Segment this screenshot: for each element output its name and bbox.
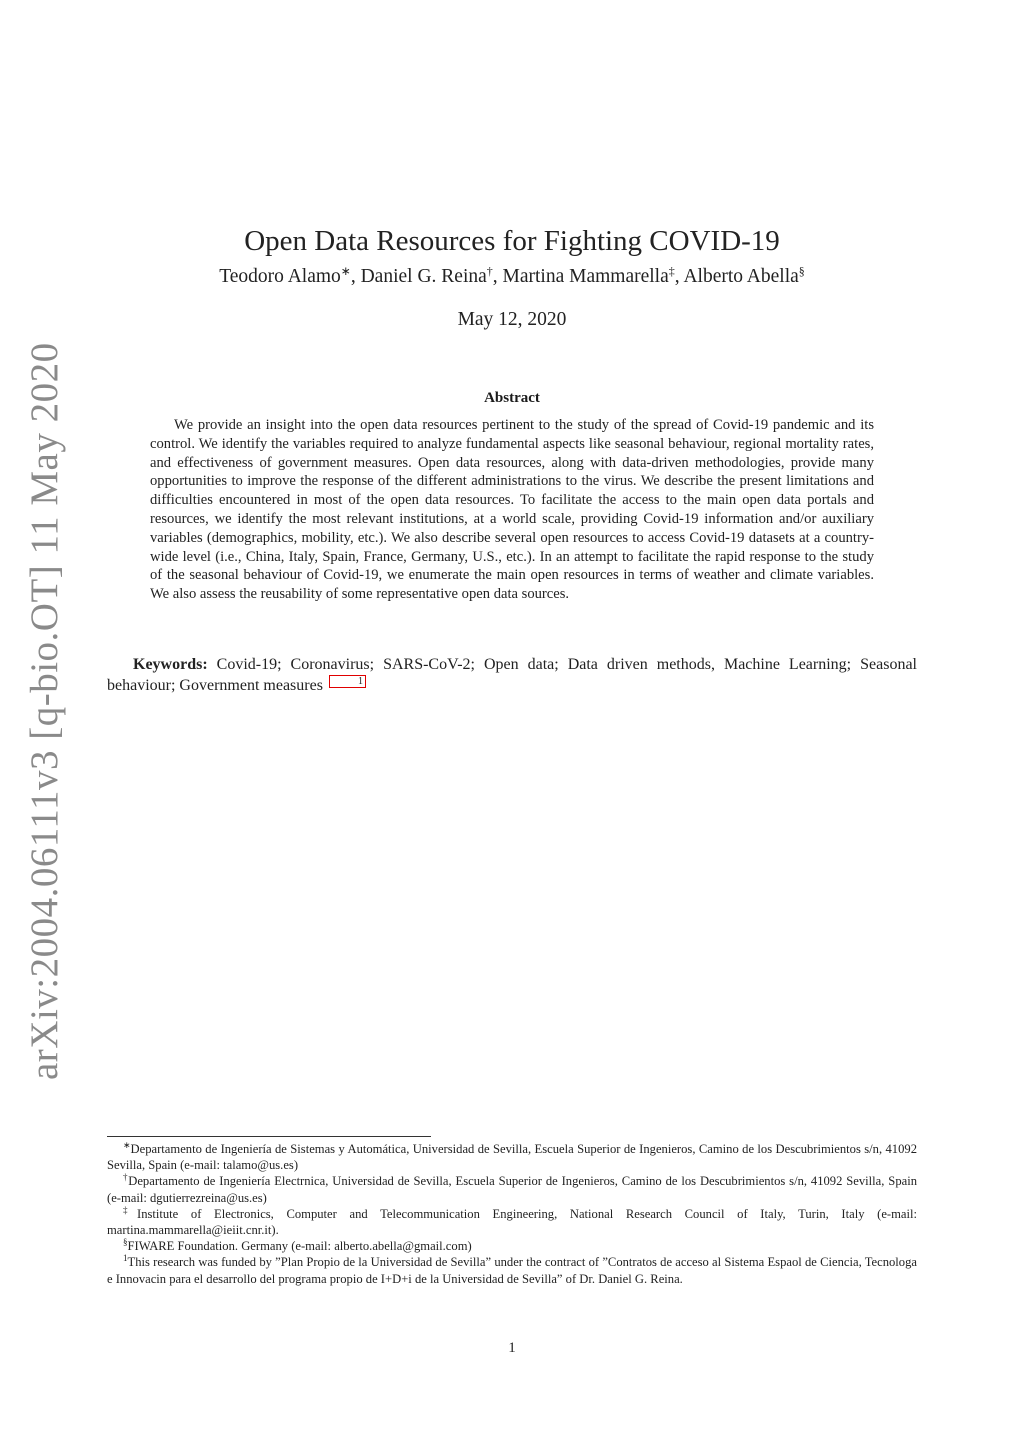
keywords-paragraph	[107, 654, 917, 696]
footnote-item	[107, 1238, 917, 1254]
footnote-text: Departamento de Ingeniería de Sistemas y Automática, Universidad de Sevilla, Escuela Superior de Ingenieros, Camino de los Descubrimientos s/n, 41092 Sevilla, Spain (e-mail: talamo@us.es)	[107, 1142, 917, 1173]
footnote-mark: †	[123, 1172, 129, 1183]
footnote-text: Institute of Electronics, Computer and Telecommunication Engineering, National Research Council of Italy, Turin, Italy (e-mail: martina.mammarella@ieiit.cnr.it).	[107, 1206, 918, 1238]
abstract-text: We provide an insight into the open data resources pertinent to the study of the spread of Covid-19 pandemic and its control. We identify the variables required to analyze fundamental aspects like seasonal behaviour, regional mortality rates, and effectiveness of government measures. Open data resources, along with data-driven methodologies, provide many opportunities to improve the response of the different administrations to the virus. We describe the present limitations and difficulties encountered in most of the open data resources. To facilitate the access to the main open data portals and resources, we identify the most relevant institutions, at a world scale, providing Covid-19 information and/or auxiliary variables (demographics, mobility, etc.). We also describe several open resources to access Covid-19 datasets at a country-wide level (i.e., China, Italy, Spain, France, Germany, U.S., etc.). In an attempt to facilitate the rapid response to the study of the seasonal behaviour of Covid-19, we enumerate the main open resources in terms of weather and climate variables. We also assess the reusability of some representative open data sources.	[150, 417, 874, 603]
publication-date: May 12, 2020	[457, 309, 567, 330]
author-separator: ,	[674, 266, 684, 287]
footnote-mark: §	[123, 1237, 128, 1248]
page-number: 1	[508, 1340, 516, 1356]
abstract-heading: Abstract	[484, 390, 540, 406]
footnote-link[interactable]: 1	[329, 675, 366, 688]
author-separator: ,	[492, 266, 503, 287]
author-name: Daniel G. Reina	[360, 266, 487, 287]
author-name: Martina Mammarella	[502, 266, 669, 287]
paper-title: Open Data Resources for Fighting COVID-19	[244, 225, 780, 258]
author-affiliation-mark: †	[486, 264, 493, 278]
footnote-item	[107, 1206, 917, 1238]
author-name: Alberto Abella	[683, 266, 799, 287]
author-affiliation-mark: §	[798, 264, 805, 278]
footnote-mark: 1	[123, 1253, 128, 1264]
keywords-label: Keywords:	[133, 656, 208, 673]
author-separator: ,	[350, 266, 361, 287]
arxiv-identifier[interactable]: arXiv:2004.06111v3 [q-bio.OT] 11 May 2020	[23, 342, 66, 1080]
footnote-mark: ∗	[123, 1140, 131, 1150]
footnote-text: FIWARE Foundation. Germany (e-mail: alberto.abella@gmail.com)	[127, 1239, 472, 1254]
footnotes	[107, 1141, 917, 1287]
footnote-mark: ‡	[123, 1204, 137, 1215]
footnote-text: Departamento de Ingeniería Electrnica, Universidad de Sevilla, Escuela Superior de Ingenieros, Camino de los Descubrimientos s/n, 41092 Sevilla, Spain (e-mail: dgutierrezreina@us.es)	[107, 1174, 917, 1205]
author-name: Teodoro Alamo	[219, 266, 341, 287]
footnote-item	[107, 1173, 917, 1205]
author-affiliation-mark: ∗	[340, 264, 351, 278]
footnote-item	[107, 1254, 917, 1286]
footnote-divider	[107, 1136, 431, 1137]
footnote-text: This research was funded by ”Plan Propio de la Universidad de Sevilla” under the contract of ”Contratos de acceso al Sistema Espaol de Ciencia, Tecnologa e Innovacin para el desarrollo del programa propio de I+D+i de la Universidad de Sevilla” of Dr. Daniel G. Reina.	[107, 1255, 917, 1286]
keywords-text: Covid-19; Coronavirus; SARS-CoV-2; Open data; Data driven methods, Machine Learning; Seasonal behaviour; Government measures	[107, 656, 917, 694]
footnote-item	[107, 1141, 917, 1173]
author-affiliation-mark: ‡	[668, 264, 675, 278]
author-list	[0, 266, 1024, 288]
